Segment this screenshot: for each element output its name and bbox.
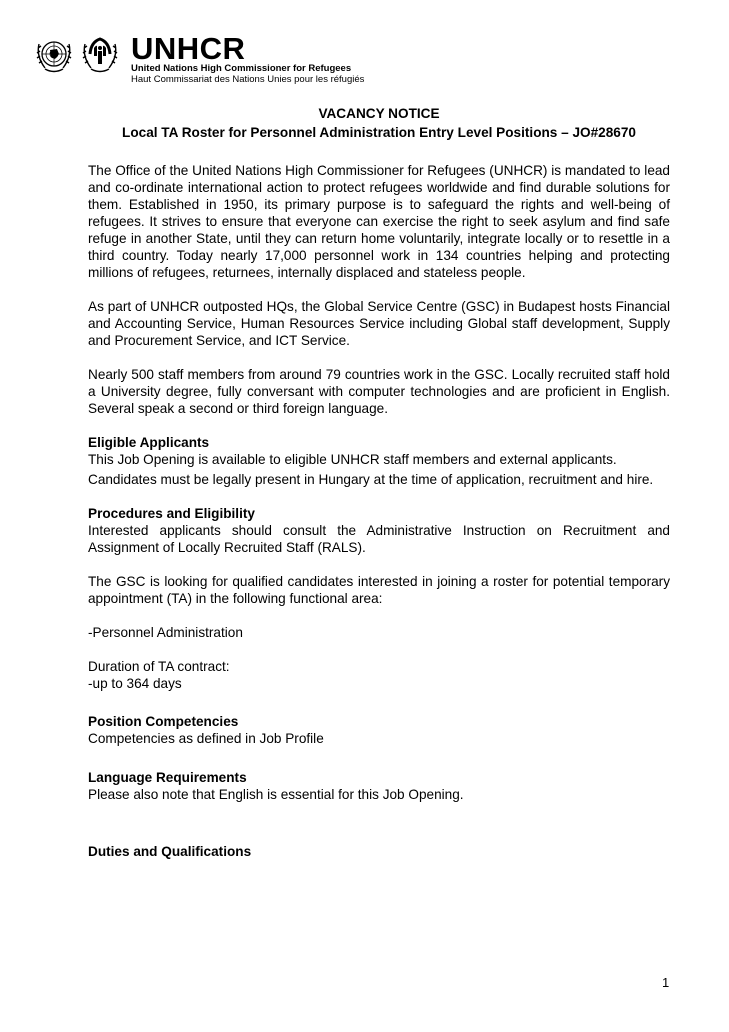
duration-label: Duration of TA contract: [88,659,230,674]
eligible-applicants-heading: Eligible Applicants [88,435,210,450]
brand-subtitle-fr: Haut Commissariat des Nations Unies pour les réfugiés [131,74,365,85]
procedures-text: Interested applicants should consult the Administrative Instruction on Recruitment and Assignment of Locally Recruited Staff (RALS). [88,523,670,555]
language-heading: Language Requirements [88,770,247,785]
competencies-heading: Position Competencies [88,714,239,729]
gsc-paragraph: As part of UNHCR outposted HQs, the Global Service Centre (GSC) in Budapest hosts Financial and Accounting Service, Human Resources Service including Global staff development, Supply and Procurement Service, and ICT Service. [88,299,670,348]
functional-area: -Personnel Administration [88,625,243,640]
brand-name: UNHCR [131,31,246,66]
title-vacancy-notice: VACANCY NOTICE [318,106,440,121]
title-position: Local TA Roster for Personnel Administration Entry Level Positions – JO#28670 [122,125,636,140]
unhcr-shelter-icon [79,34,121,76]
page-number: 1 [662,975,670,990]
procedures-heading: Procedures and Eligibility [88,506,255,521]
competencies-text: Competencies as defined in Job Profile [88,731,324,746]
duration-value: -up to 364 days [88,676,182,691]
intro-paragraph: The Office of the United Nations High Commissioner for Refugees (UNHCR) is mandated to lead and co-ordinate international action to protect refugees worldwide and find durable solutions for them. Established in 1950, its primary purpose is to safeguard the rights and well-being of refugees. It strives to ensure that everyone can exercise the right to seek asylum and find safe refuge in another State, until they can return home voluntarily, integrate locally or to resettle in a third country. Today nearly 17,000 personnel work in 134 countries helping and protecting millions of refugees, returnees, internally displaced and stateless people. [88,163,670,280]
brand-block [131,31,365,85]
roster-text: The GSC is looking for qualified candidates interested in joining a roster for potential temporary appointment (TA) in the following functional area: [88,574,670,606]
document-title [88,104,670,142]
staff-paragraph: Nearly 500 staff members from around 79 countries work in the GSC. Locally recruited staff hold a University degree, fully conversant with computer technologies and are proficient in English. Several speak a second or third foreign language. [88,367,670,416]
eligible-line-2: Candidates must be legally present in Hungary at the time of application, recruitment and hire. [88,472,654,487]
language-text: Please also note that English is essential for this Job Opening. [88,787,464,802]
brand-subtitle-en: United Nations High Commissioner for Refugees [131,63,352,74]
document-body [88,162,670,860]
duties-heading: Duties and Qualifications [88,844,252,859]
eligible-line-1: This Job Opening is available to eligible UNHCR staff members and external applicants. [88,452,617,467]
letterhead [33,31,365,85]
un-emblem-icon [33,34,75,76]
